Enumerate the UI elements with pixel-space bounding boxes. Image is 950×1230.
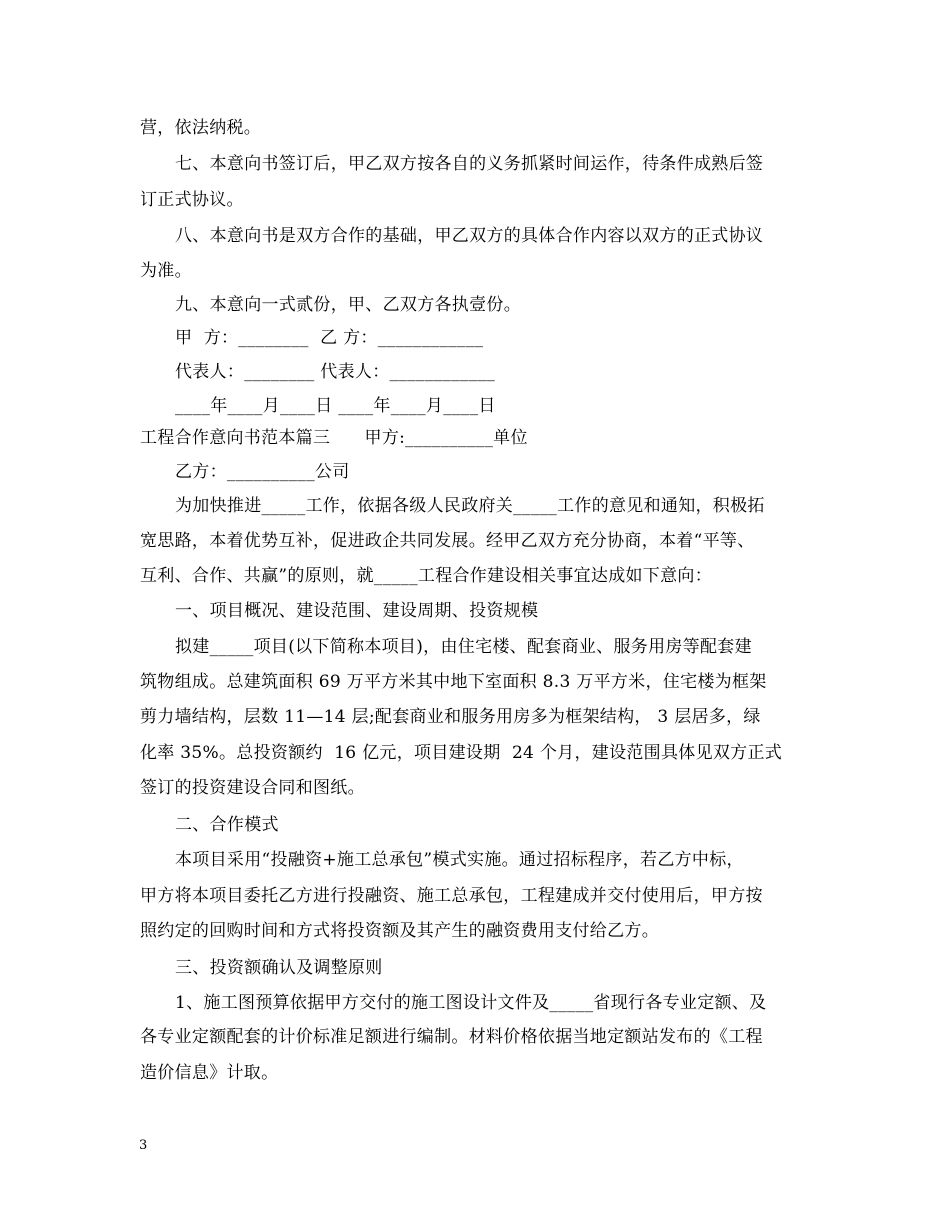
text-line: 七、本意向书签订后，甲乙双方按各自的义务抓紧时间运作，待条件成熟后签 (175, 154, 764, 174)
page-number: 3 (139, 1138, 148, 1153)
heading-line: 二、合作模式 (175, 815, 279, 835)
text-line: 营，依法纳税。 (140, 118, 262, 138)
text-line: 剪力墙结构，层数 11—14 层;配套商业和服务用房多为框架结构， 3 层居多，绿 (140, 707, 761, 727)
text-line: 各专业定额配套的计价标准足额进行编制。材料价格依据当地定额站发布的《工程 (140, 1027, 763, 1047)
section-title-line: 工程合作意向书范本篇三 甲方:__________单位 (140, 428, 528, 448)
text-line: 八、本意向书是双方合作的基础，甲乙双方的具体合作内容以双方的正式协议 (175, 226, 764, 246)
heading-line: 一、项目概况、建设范围、建设周期、投资规模 (175, 601, 539, 621)
heading-line: 三、投资额确认及调整原则 (175, 958, 383, 978)
text-line: 为加快推进_____工作，依据各级人民政府关_____工作的意见和通知，积极拓 (175, 496, 765, 516)
text-line: 1、施工图预算依据甲方交付的施工图设计文件及_____省现行各专业定额、及 (175, 993, 767, 1013)
signature-date-line: ____年____月____日 ____年____月____日 (175, 396, 496, 416)
text-line: 互利、合作、共赢”的原则，就_____工程合作建设相关事宜达成如下意向： (140, 566, 712, 586)
signature-representatives-line: 代表人：________ 代表人：____________ (175, 362, 496, 382)
text-line: 九、本意向一式贰份，甲、乙双方各执壹份。 (175, 295, 521, 315)
text-line: 照约定的回购时间和方式将投资额及其产生的融资费用支付给乙方。 (140, 921, 659, 941)
text-line: 宽思路，本着优势互补，促进政企共同发展。经甲乙双方充分协商，本着“平等、 (140, 531, 755, 551)
text-line: 本项目采用“投融资+施工总承包”模式实施。通过招标程序，若乙方中标， (175, 850, 744, 870)
text-line: 造价信息》计取。 (140, 1063, 279, 1083)
signature-parties-line: 甲 方：________ 乙 方：____________ (175, 328, 484, 348)
text-line: 拟建_____项目(以下简称本项目)，由住宅楼、配套商业、服务用房等配套建 (175, 637, 752, 657)
text-line: 订正式协议。 (140, 190, 244, 210)
text-line: 筑物组成。总建筑面积 69 万平方米其中地下室面积 8.3 万平方米，住宅楼为框架 (140, 672, 767, 692)
text-line: 化率 35%。总投资额约 16 亿元，项目建设期 24 个月，建设范围具体见双方正式 (140, 743, 783, 763)
text-line: 甲方将本项目委托乙方进行投融资、施工总承包，工程建成并交付使用后，甲方按 (140, 886, 763, 906)
text-line: 乙方：__________公司 (175, 462, 350, 482)
text-line: 为准。 (140, 261, 192, 281)
text-line: 签订的投资建设合同和图纸。 (140, 778, 365, 798)
